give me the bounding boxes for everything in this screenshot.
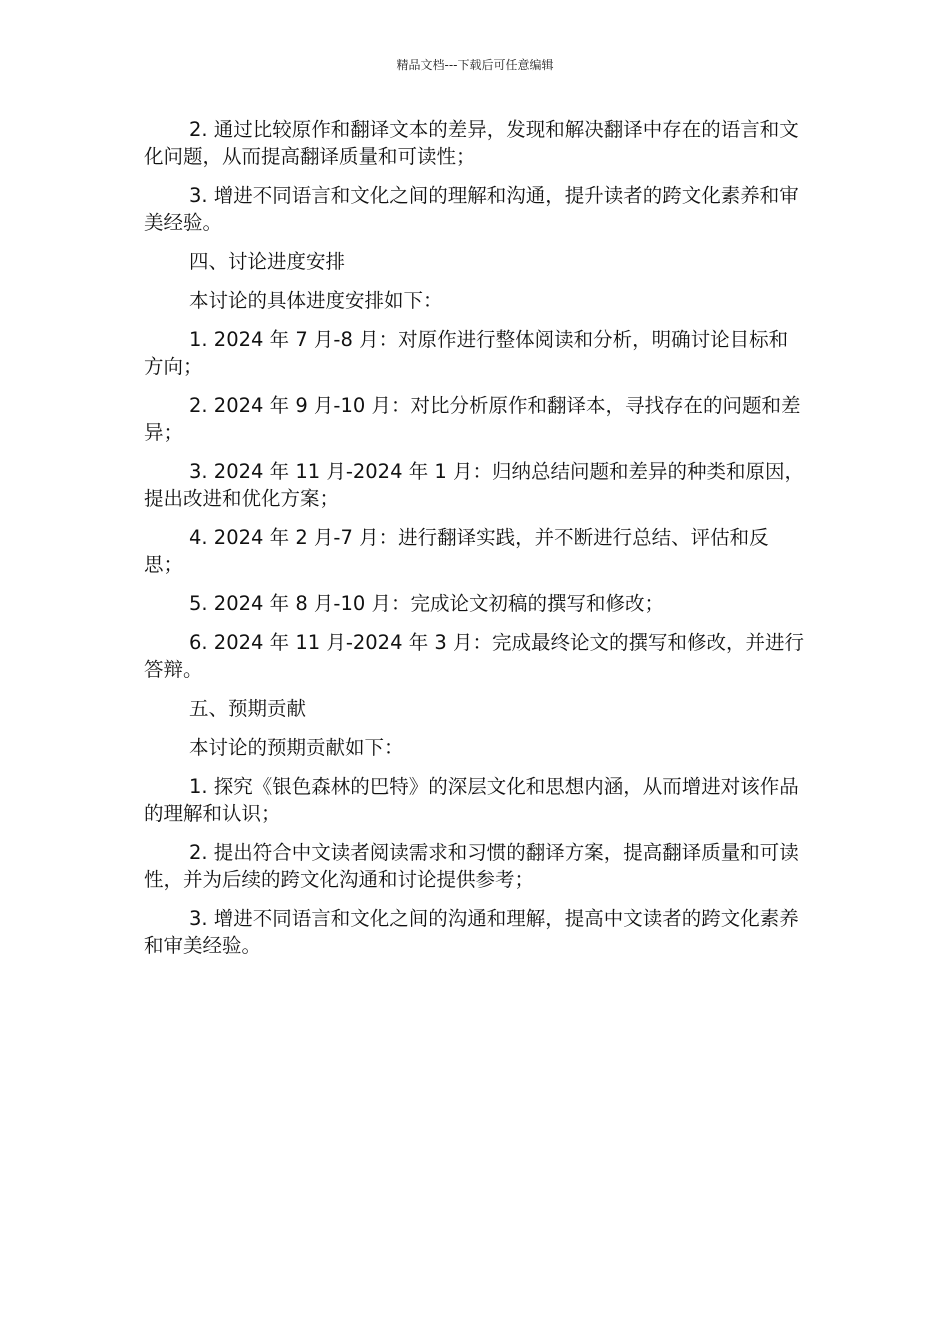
list-item: 2. 2024 年 9 月-10 月：对比分析原作和翻译本，寻找存在的问题和差异； bbox=[144, 394, 801, 444]
paragraph: 3. 增进不同语言和文化之间的理解和沟通，提升读者的跨文化素养和审美经验。 bbox=[144, 184, 799, 234]
list-item: 3. 增进不同语言和文化之间的沟通和理解，提高中文读者的跨文化素养和审美经验。 bbox=[144, 907, 799, 957]
list-item: 1. 2024 年 7 月-8 月：对原作进行整体阅读和分析，明确讨论目标和方向； bbox=[144, 328, 789, 378]
list-item: 6. 2024 年 11 月-2024 年 3 月：完成最终论文的撰写和修改，并进行答辩。 bbox=[144, 631, 805, 681]
section-heading: 五、预期贡献 bbox=[189, 697, 307, 720]
document-body bbox=[144, 116, 806, 971]
paragraph: 2. 通过比较原作和翻译文本的差异，发现和解决翻译中存在的语言和文化问题，从而提高翻译质量和可读性； bbox=[144, 118, 799, 168]
paragraph: 本讨论的预期贡献如下： bbox=[189, 736, 404, 759]
section-heading: 四、讨论进度安排 bbox=[189, 250, 346, 273]
list-item: 2. 提出符合中文读者阅读需求和习惯的翻译方案，提高翻译质量和可读性，并为后续的跨文化沟通和讨论提供参考； bbox=[144, 841, 799, 891]
list-item: 5. 2024 年 8 月-10 月：完成论文初稿的撰写和修改； bbox=[189, 592, 664, 615]
list-item: 3. 2024 年 11 月-2024 年 1 月：归纳总结问题和差异的种类和原因，提出改进和优化方案； bbox=[144, 460, 805, 510]
paragraph: 本讨论的具体进度安排如下： bbox=[189, 289, 443, 312]
page-header: 精品文档---下载后可任意编辑 bbox=[396, 58, 554, 72]
list-item: 1. 探究《银色森林的巴特》的深层文化和思想内涵，从而增进对该作品的理解和认识； bbox=[144, 775, 799, 825]
list-item: 4. 2024 年 2 月-7 月：进行翻译实践，并不断进行总结、评估和反思； bbox=[144, 526, 769, 576]
